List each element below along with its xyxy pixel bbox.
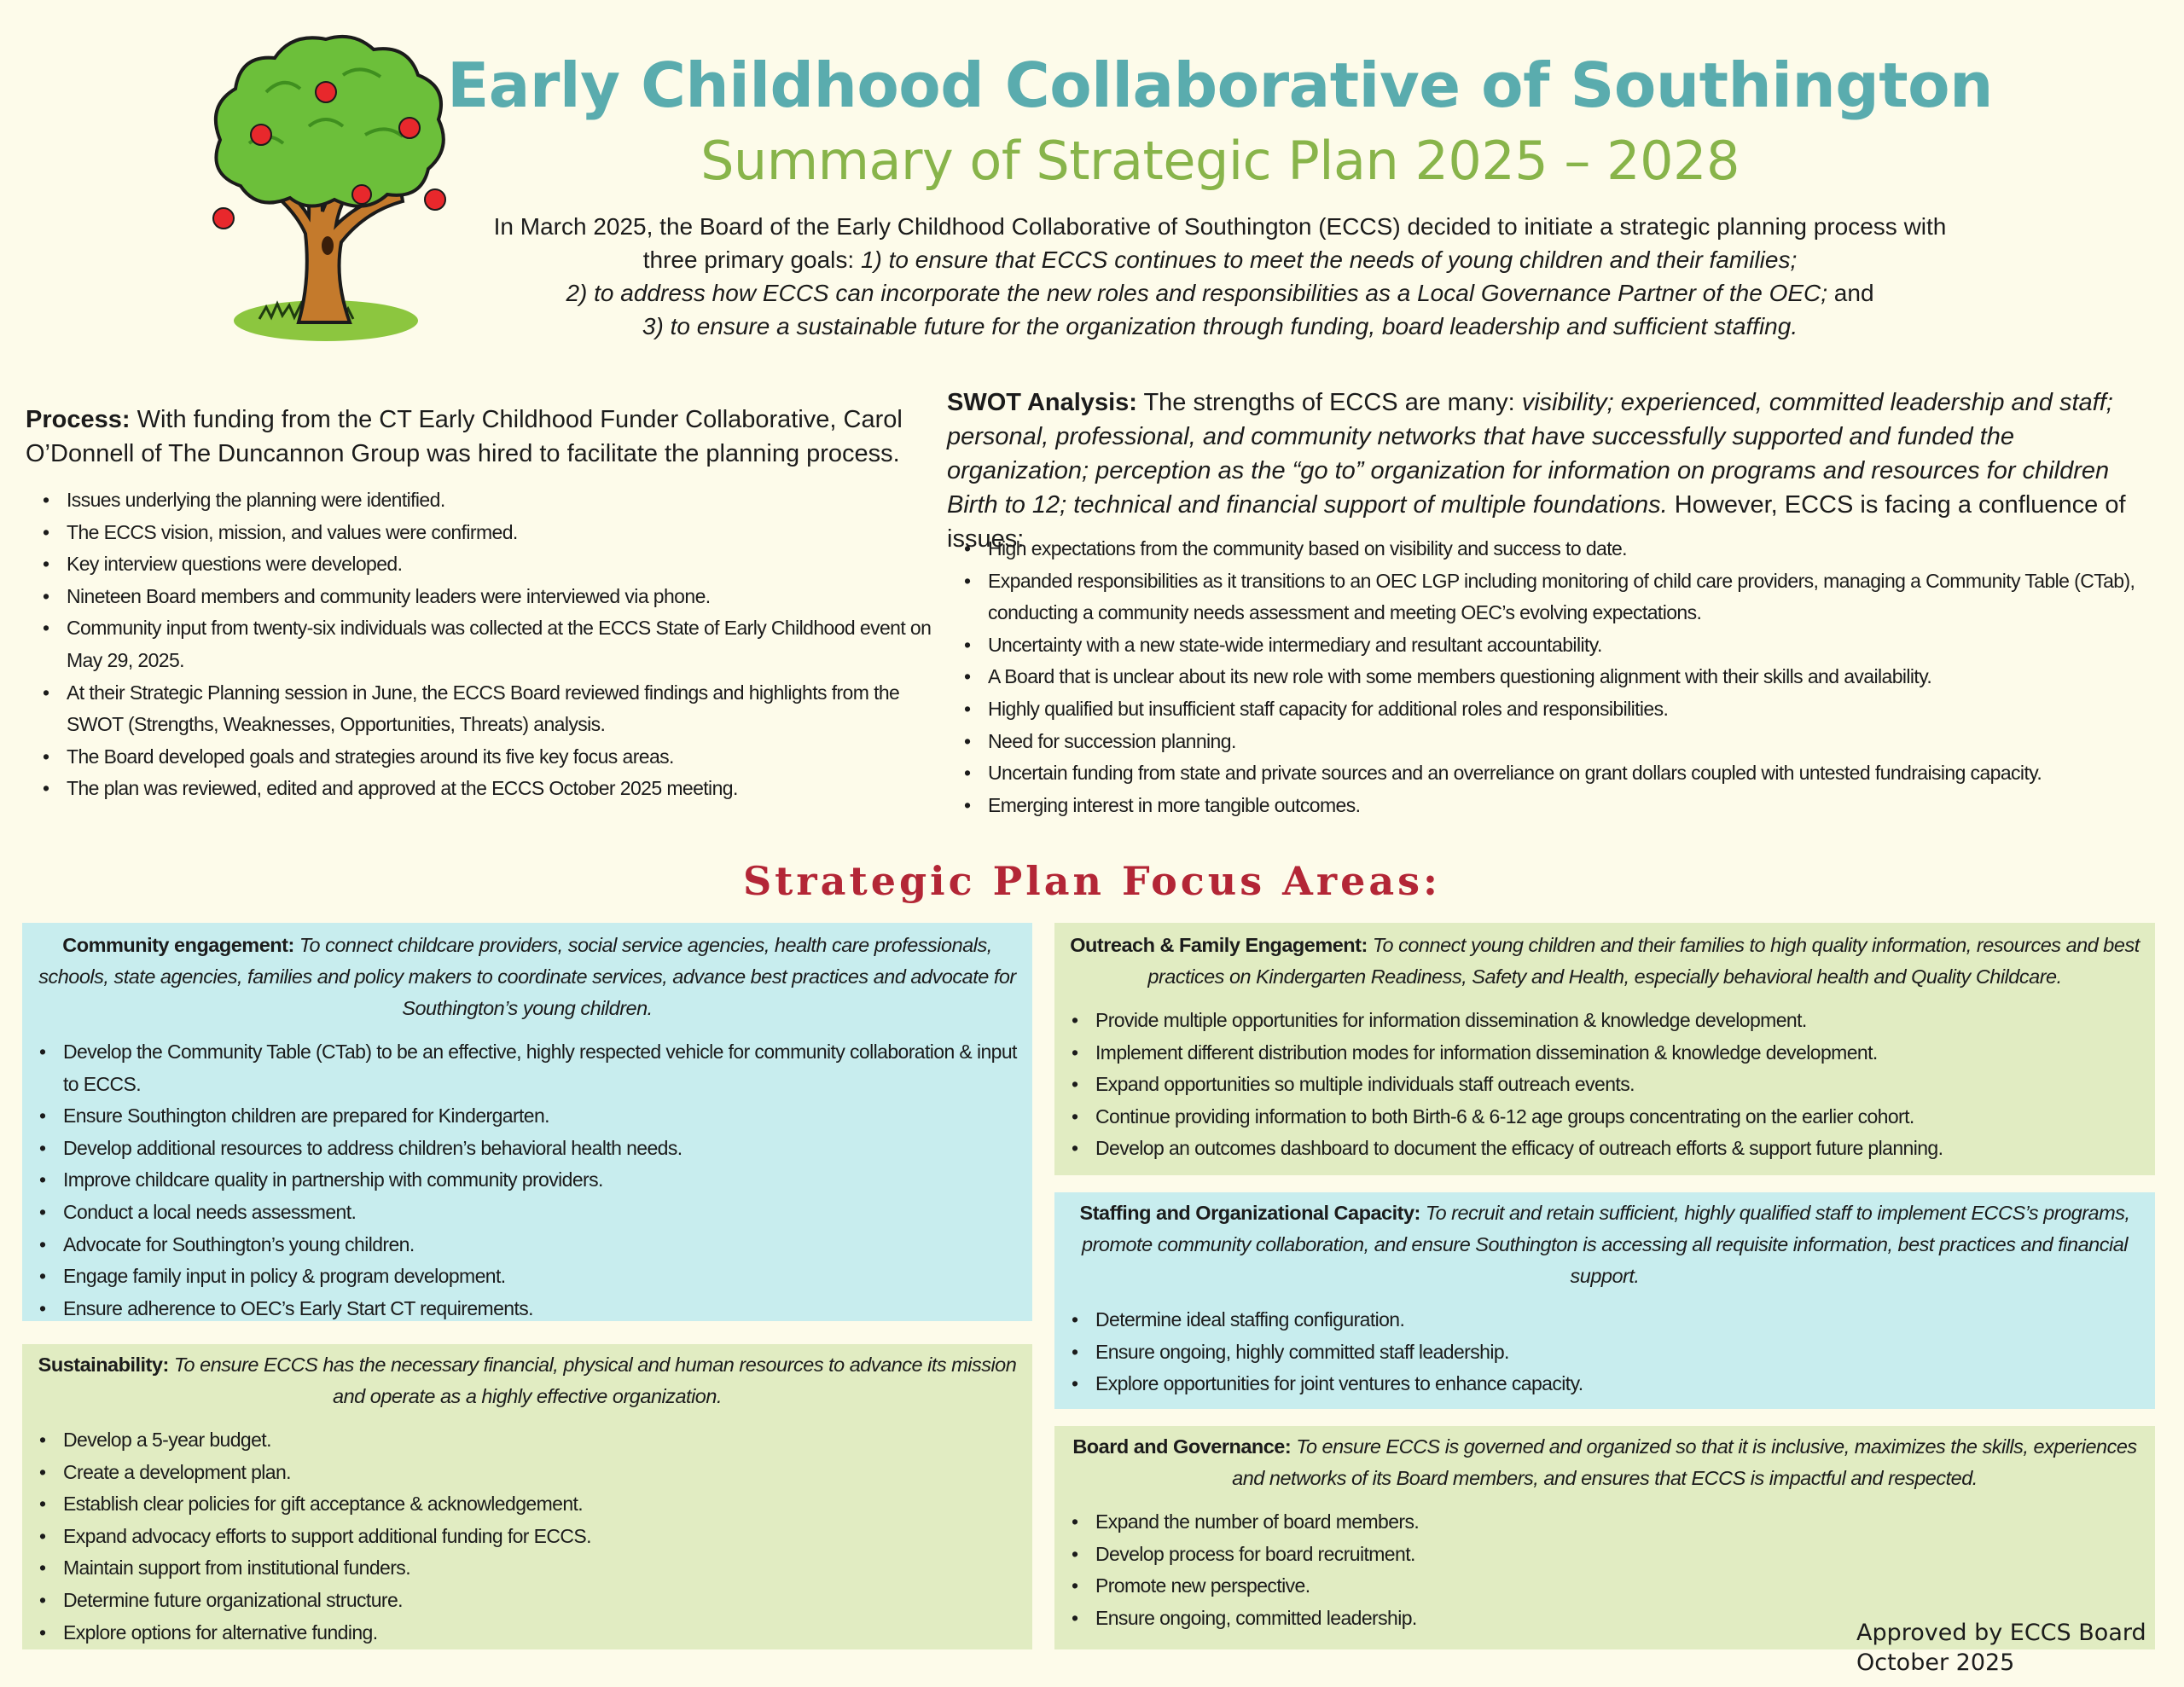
focus-box-sustainability: [22, 1344, 1032, 1649]
focus-box-board: [1054, 1426, 2155, 1649]
intro-paragraph: [444, 210, 1996, 343]
list-item: • Determine ideal staffing configuration.: [1054, 1304, 2155, 1336]
focus-box-staffing: [1054, 1192, 2155, 1409]
list-item: • Explore options for alternative funding.: [22, 1617, 1032, 1649]
swot-intro: SWOT Analysis: The strengths of ECCS are many: visibility; experienced, committed leadership and staff; personal, professional, and community networks that have successfully supported and funded the organization; perception as the “go to” organization for information on programs and resources for children Birth to 12; technical and financial support of multiple foundations. However, ECCS is facing a confluence of issues:: [947, 389, 2126, 553]
list-item: • Develop an outcomes dashboard to document the efficacy of outreach efforts & support future planning.: [1054, 1133, 2155, 1165]
list-item: • Ensure ongoing, committed leadership.: [1054, 1603, 2155, 1635]
focus-box-community: [22, 923, 1032, 1321]
list-item: • Create a development plan.: [22, 1457, 1032, 1489]
list-item: • Ensure adherence to OEC’s Early Start CT requirements.: [22, 1293, 1032, 1325]
list-item: • Expand the number of board members.: [1054, 1506, 2155, 1539]
list-item: • Maintain support from institutional funders.: [22, 1552, 1032, 1585]
list-item: • Engage family input in policy & program development.: [22, 1261, 1032, 1293]
list-item: • Determine future organizational structure.: [22, 1585, 1032, 1617]
intro-line: three primary goals: 1) to ensure that ECCS continues to meet the needs of young children and their families;: [642, 246, 1798, 273]
list-item: • Community input from twenty-six individuals was collected at the ECCS State of Early Childhood event on May 29, 2025.: [26, 612, 947, 676]
swot-list: [947, 533, 2175, 821]
list-item: • At their Strategic Planning session in June, the ECCS Board reviewed findings and highlights from the SWOT (Strengths, Weaknesses, Opportunities, Threats) analysis.: [26, 677, 947, 741]
intro-line: 2) to address how ECCS can incorporate the new roles and responsibilities as a Local Governance Partner of the OEC; and: [566, 280, 1874, 306]
list-item: • Develop process for board recruitment.: [1054, 1539, 2155, 1571]
focus-list: [22, 1036, 1032, 1325]
list-item: • Emerging interest in more tangible outcomes.: [947, 790, 2175, 822]
list-item: • Expand opportunities so multiple individuals staff outreach events.: [1054, 1069, 2155, 1101]
list-item: • Develop the Community Table (CTab) to be an effective, highly respected vehicle for community collaboration & input to ECCS.: [22, 1036, 1032, 1100]
list-item: • The ECCS vision, mission, and values were confirmed.: [26, 517, 947, 549]
focus-box-heading: Board and Governance: To ensure ECCS is governed and organized so that it is inclusive, maximizes the skills, experiences and networks of its Board members, and ensures that ECCS is impactful and respected.: [1072, 1435, 2137, 1489]
approval-note: Approved by ECCS Board October 2025: [1856, 1620, 2146, 1676]
list-item: • Nineteen Board members and community leaders were interviewed via phone.: [26, 581, 947, 613]
focus-list: [22, 1424, 1032, 1649]
swot-label: SWOT Analysis:: [947, 389, 1137, 416]
list-item: • Conduct a local needs assessment.: [22, 1197, 1032, 1229]
focus-list: [1054, 1005, 2155, 1165]
list-item: • Promote new perspective.: [1054, 1570, 2155, 1603]
list-item: • Expand advocacy efforts to support additional funding for ECCS.: [22, 1521, 1032, 1553]
list-item: • Issues underlying the planning were identified.: [26, 484, 947, 517]
list-item: • Implement different distribution modes for information dissemination & knowledge development.: [1054, 1037, 2155, 1070]
list-item: • Develop a 5-year budget.: [22, 1424, 1032, 1457]
list-item: • Ensure ongoing, highly committed staff leadership.: [1054, 1336, 2155, 1369]
list-item: • Develop additional resources to address children’s behavioral health needs.: [22, 1133, 1032, 1165]
focus-box-heading: Community engagement: To connect childcare providers, social service agencies, health care professionals, schools, state agencies, families and policy makers to coordinate services, advance best practices and advocate for Southington’s young children.: [38, 934, 1016, 1019]
list-item: • Uncertain funding from state and private sources and an overreliance on grant dollars coupled with untested fundraising capacity.: [947, 757, 2175, 790]
list-item: • The Board developed goals and strategies around its five key focus areas.: [26, 741, 947, 774]
list-item: • Establish clear policies for gift acceptance & acknowledgement.: [22, 1488, 1032, 1521]
list-item: • Expanded responsibilities as it transitions to an OEC LGP including monitoring of child care providers, managing a Community Table (CTab), conducting a community needs assessment and meeting OEC’s evolving expectations.: [947, 565, 2175, 629]
focus-box-heading: Sustainability: To ensure ECCS has the necessary financial, physical and human resources to advance its mission and operate as a highly effective organization.: [38, 1354, 1017, 1407]
focus-box-outreach: [1054, 923, 2155, 1175]
focus-list: [1054, 1304, 2155, 1400]
list-item: • Key interview questions were developed.: [26, 548, 947, 581]
focus-areas-heading: Strategic Plan Focus Areas:: [742, 858, 1442, 904]
intro-line: 3) to ensure a sustainable future for the organization through funding, board leadership and sufficient staffing.: [642, 313, 1798, 339]
process-list: [26, 484, 947, 805]
list-item: • Highly qualified but insufficient staff capacity for additional roles and responsibilities.: [947, 693, 2175, 726]
focus-box-heading: Staffing and Organizational Capacity: To recruit and retain sufficient, highly qualified staff to implement ECCS’s programs, promote community collaboration, and ensure Southington is accessing all requisite information, best practices and financial support.: [1079, 1202, 2130, 1287]
list-item: • Improve childcare quality in partnership with community providers.: [22, 1164, 1032, 1197]
list-item: • Uncertainty with a new state-wide intermediary and resultant accountability.: [947, 629, 2175, 662]
list-item: • Advocate for Southington’s young children.: [22, 1229, 1032, 1261]
list-item: • Provide multiple opportunities for information dissemination & knowledge development.: [1054, 1005, 2155, 1037]
focus-box-heading: Outreach & Family Engagement: To connect young children and their families to high quality information, resources and best practices on Kindergarten Readiness, Safety and Health, especially behavioral health and Quality Childcare.: [1070, 934, 2140, 988]
page-title: Early Childhood Collaborative of Southington: [447, 49, 1993, 121]
list-item: • Continue providing information to both Birth-6 & 6-12 age groups concentrating on the earlier cohort.: [1054, 1101, 2155, 1133]
list-item: • Ensure Southington children are prepared for Kindergarten.: [22, 1100, 1032, 1133]
focus-list: [1054, 1506, 2155, 1634]
list-item: • Explore opportunities for joint ventures to enhance capacity.: [1054, 1368, 2155, 1400]
process-label: Process:: [26, 406, 131, 433]
process-text: With funding from the CT Early Childhood Funder Collaborative, Carol O’Donnell of The Duncannon Group was hired to facilitate the planning process.: [26, 406, 903, 467]
list-item: • The plan was reviewed, edited and approved at the ECCS October 2025 meeting.: [26, 773, 947, 805]
list-item: • High expectations from the community based on visibility and success to date.: [947, 533, 2175, 565]
intro-line: In March 2025, the Board of the Early Childhood Collaborative of Southington (ECCS) decided to initiate a strategic planning process with: [493, 213, 1947, 240]
list-item: • Need for succession planning.: [947, 726, 2175, 758]
list-item: • A Board that is unclear about its new role with some members questioning alignment with their skills and availability.: [947, 661, 2175, 693]
page-subtitle: Summary of Strategic Plan 2025 – 2028: [700, 130, 1740, 192]
process-intro: [26, 403, 930, 471]
